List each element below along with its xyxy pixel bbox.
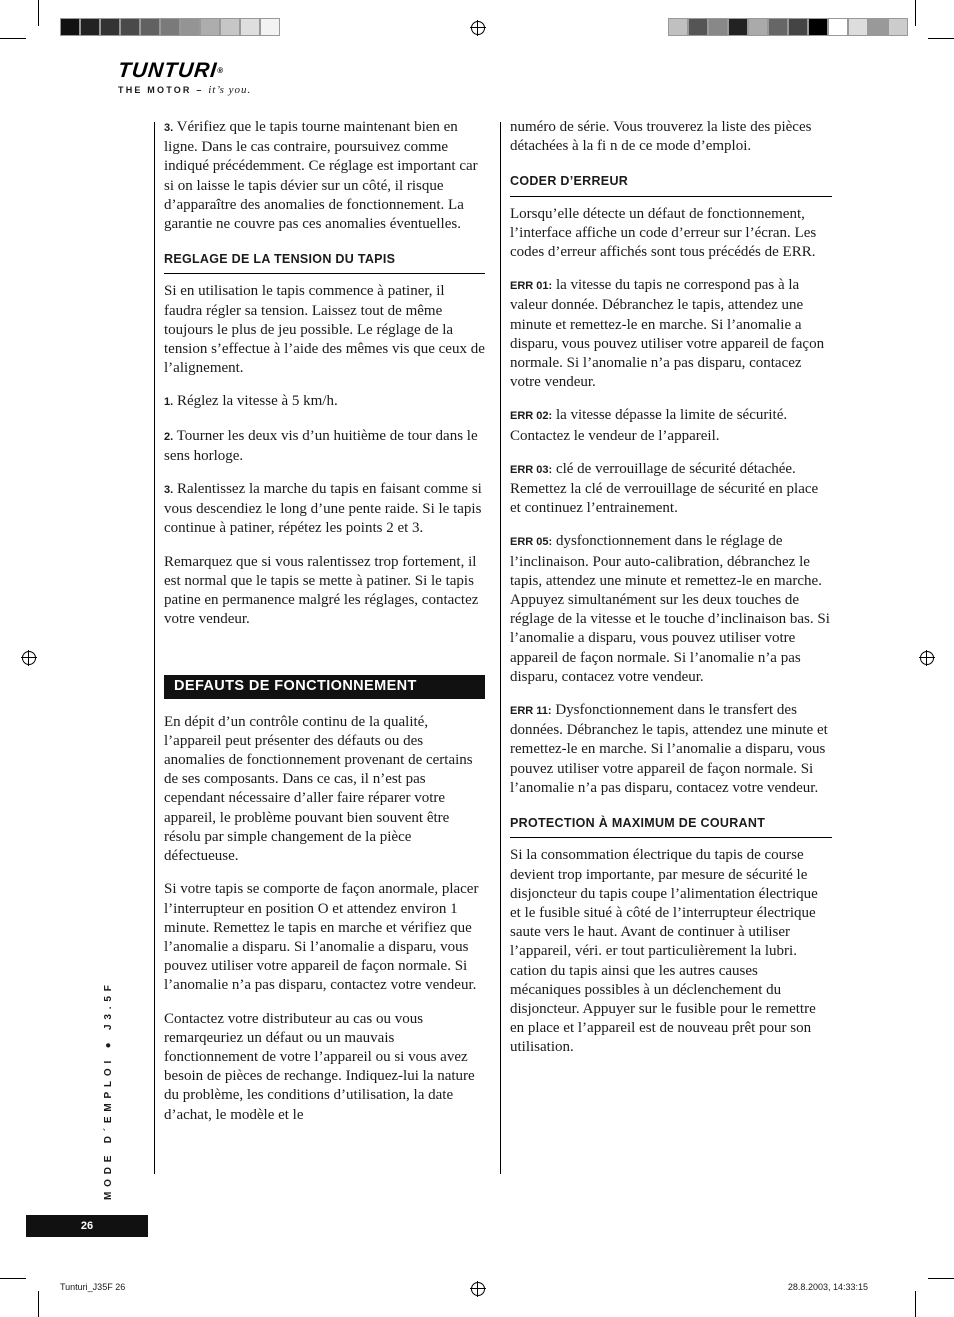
registration-mark-icon bbox=[471, 1282, 485, 1296]
left-column bbox=[164, 118, 485, 1139]
section-heading: REGLAGE DE LA TENSION DU TAPIS bbox=[164, 250, 485, 274]
page-number: 26 bbox=[26, 1215, 148, 1237]
registration-mark-icon bbox=[920, 651, 934, 665]
logo-tagline: THE MOTOR – it’s you. bbox=[118, 84, 252, 96]
error-code-item: ERR 11: Dysfonctionnement dans le transfert des données. Débranchez le tapis, attendez une minute et remettez-le en marche. Si l’anomalie a disparu, vous pouvez utiliser votre appareil de façon normale. Si l’anomalie n’a pas disparu, contacez votre vendeur. bbox=[510, 702, 828, 796]
column-rule bbox=[500, 122, 501, 1174]
paragraph: Si votre tapis se comporte de façon anormale, placer l’interrupteur en position O et attendez environ 1 minute. Remettez le tapis en marche et vérifiez que l’anomalie a disparu. Si l’anomalie a disparu, vous pouvez utiliser votre appareil de façon normale. Si l’anomalie n’a pas disparu, contactez votre vendeur. bbox=[164, 881, 479, 994]
error-code-item: ERR 02: la vitesse dépasse la limite de sécurité. Contactez le vendeur de l’appareil. bbox=[510, 407, 788, 444]
crop-mark bbox=[928, 38, 954, 39]
section-heading: PROTECTION À MAXIMUM DE COURANT bbox=[510, 814, 832, 838]
paragraph: Lorsqu’elle détecte un défaut de fonctionnement, l’interface affiche un code d’erreur sur l’écran. Les codes d’erreur affichés sont tous précédés de ERR. bbox=[510, 205, 817, 261]
paragraph: Si en utilisation le tapis commence à patiner, il faudra régler sa tension. Laissez tout de même toujours le plus de jeu possible. Le réglage de la tension s’effectue à l’aide des mêmes vis que ceux de l’alignement. bbox=[164, 283, 485, 377]
grayscale-bar-left bbox=[60, 18, 280, 36]
step-item: 3. Ralentissez la marche du tapis en faisant comme si vous descendiez le long d’une pente raide. Si le tapis continue à patiner, répétez les points 2 et 3. bbox=[164, 481, 482, 537]
crop-mark bbox=[0, 38, 26, 39]
step-item: 1. Réglez la vitesse à 5 km/h. bbox=[164, 393, 338, 410]
section-heading-boxed: DEFAUTS DE FONCTIONNEMENT bbox=[164, 675, 485, 698]
column-rule bbox=[154, 122, 155, 1174]
right-column bbox=[510, 118, 832, 1072]
registration-mark-icon bbox=[22, 651, 36, 665]
paragraph: numéro de série. Vous trouverez la liste des pièces détachées à la fi n de ce mode d’emploi. bbox=[510, 119, 812, 155]
registration-mark-icon bbox=[471, 21, 485, 35]
footer-timestamp: 28.8.2003, 14:33:15 bbox=[787, 1282, 868, 1292]
crop-mark bbox=[0, 1278, 26, 1279]
paragraph: 3. Vérifiez que le tapis tourne maintenant bien en ligne. Dans le cas contraire, poursuivez comme indiqué précédemment. Ce réglage est important car si on laisse le tapis dévier sur un côté, il risque d’apparaître des anomalies de fonctionnement. La garantie ne couvre pas ces anomalies éventuelles. bbox=[164, 119, 478, 233]
paragraph: Contactez votre distributeur au cas ou vous remarqeuriez un défaut ou un mauvais fonctionnement de votre l’appareil ou si vous avez besoin de pièces de rechange. Indiquez-lui la nature du problème, les conditions d’utilisation, la date d’achat, le modèle et le bbox=[164, 1010, 475, 1123]
crop-mark bbox=[928, 1278, 954, 1279]
section-heading: CODER D’ERREUR bbox=[510, 172, 832, 196]
error-code-item: ERR 03: clé de verrouillage de sécurité détachée. Remettez la clé de verrouillage de sécurité en place et continuez l’entrainement. bbox=[510, 460, 819, 517]
paragraph: Remarquez que si vous ralentissez trop fortement, il est normal que le tapis se mette à patiner. Si le tapis patine en permanence malgré les réglages, contactez votre vendeur. bbox=[164, 553, 479, 628]
crop-mark bbox=[38, 0, 39, 26]
error-code-item: ERR 05: dysfonctionnement dans le réglage de l’inclinaison. Pour auto-calibration, débranchez le tapis, attendez une minute et remettez-le en marche. Appuyez simultanément sur les deux touches de réglage de la vitesse et le touche d’inclinaison bas. Si l’anomalie a disparu, vous pouvez utiliser votre appareil de façon normale. Si l’anomalie n’a pas disparu, contacez votre vendeur. bbox=[510, 533, 830, 685]
crop-mark bbox=[38, 1291, 39, 1317]
grayscale-bar-right bbox=[668, 18, 908, 36]
paragraph: Si la consommation électrique du tapis de course devient trop importante, par mesure de sécurité le disjoncteur du tapis coupe l’alimentation électrique et le fusible situé à côté de l’interrupteur électrique saute vers le haut. Avant de continuer à utiliser l’appareil, véri. er tout particulièrement la lubri. cation du tapis ainsi que les autres causes mécaniques possibles à un déclenchement du disjoncteur. Appuyer sur le fusible pour le remettre en place et l’appareil est de nouveau prêt pour son utilisation. bbox=[510, 847, 818, 1056]
logo-brand: TUNTURI bbox=[116, 59, 219, 82]
crop-mark bbox=[915, 0, 916, 26]
error-code-item: ERR 01: la vitesse du tapis ne correspond pas à la valeur donnée. Débranchez le tapis, attendez une minute et remettez-le en marche. Si l’anomalie a disparu, vous pouvez utiliser votre appareil de façon normale. Si l’anomalie n’a pas disparu, contacez votre vendeur. bbox=[510, 277, 825, 391]
brand-logo bbox=[118, 60, 251, 96]
sidebar-manual-label: MODE D´EMPLOI ● J3.5F bbox=[103, 980, 114, 1200]
logo-registered-mark: ® bbox=[216, 66, 225, 75]
paragraph: En dépit d’un contrôle continu de la qualité, l’appareil peut présenter des défauts ou des anomalies de fonctionnement provenant de certains de ses composants. Dans ce cas, il n’est pas cependant nécessaire d’aller faire réparer votre appareil, le problème pouvant bien souvent être résolu par simple changement de la pièce défectueuse. bbox=[164, 713, 473, 865]
step-item: 2. Tourner les deux vis d’un huitième de tour dans le sens horloge. bbox=[164, 427, 478, 464]
footer-filename: Tunturi_J35F 26 bbox=[60, 1282, 126, 1292]
crop-mark bbox=[915, 1291, 916, 1317]
